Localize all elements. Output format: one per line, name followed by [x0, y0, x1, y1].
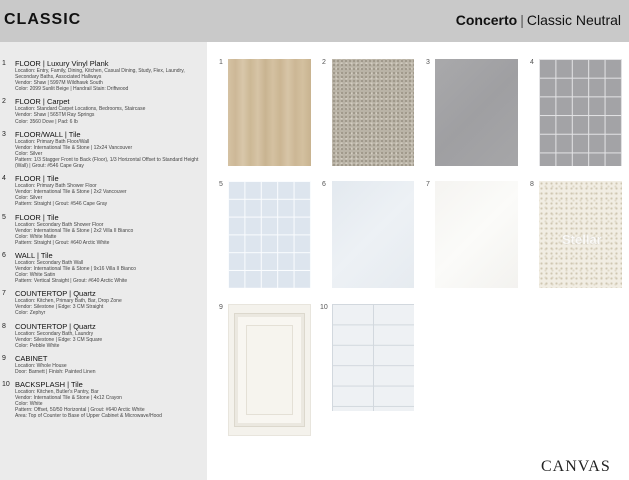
- spec-title: FLOOR | Carpet: [15, 97, 70, 107]
- spec-line: Area: Top of Counter to Base of Upper Cabinet & Microwave/Hood: [15, 413, 162, 420]
- spec-line: Location: Secondary Bath Wall: [15, 259, 84, 266]
- spec-line: Door: Barnett | Finish: Painted Linen: [15, 368, 96, 375]
- spec-line: Color: Zephyr: [15, 310, 46, 317]
- spec-line: Vendor: International Tile & Stone | 2x2 Vancouver: [15, 189, 127, 196]
- spec-line: Vendor: Shaw | 565TM Ray Springs: [15, 112, 95, 119]
- swatch-carpet-dove: [332, 59, 414, 166]
- swatch-number: 9: [219, 304, 223, 311]
- spec-line: Color: White Matte: [15, 233, 57, 240]
- spec-line: Color: Silver: [15, 195, 43, 202]
- spec-line: Vendor: International Tile & Stone | 2x2 Villa II Bianco: [15, 227, 134, 234]
- spec-line: Color: Silver: [15, 150, 43, 157]
- spec-item-8: [2, 322, 207, 349]
- spec-item-7: [2, 289, 207, 316]
- spec-item-1: [2, 59, 207, 92]
- spec-line: Pattern: 1/3 Stagger Front to Back (Floor), 1/3 Horizontal Offset to Standard Height (Wall) | Grout: #546 Cape Gray: [15, 156, 199, 170]
- swatch-number: 1: [219, 59, 223, 66]
- spec-line: Color: 2099 Sunlit Beige | Handrail Stain: Driftwood: [15, 86, 129, 93]
- spec-line: Location: Primary Bath Shower Floor: [15, 183, 97, 190]
- spec-number: 1: [2, 60, 6, 67]
- swatch-mosaic-vancouver-silver: [539, 59, 622, 166]
- swatch-quartz-zephyr: [435, 181, 518, 288]
- spec-item-2: [2, 97, 207, 124]
- cabinet-door-frame: [235, 314, 304, 426]
- spec-line: Vendor: International Tile & Stone | 12x24 Vancouver: [15, 144, 133, 151]
- spec-number: 10: [2, 381, 10, 388]
- spec-line: Vendor: Silestone | Edge: 3 CM Square: [15, 336, 103, 343]
- spec-line: Pattern: Straight | Grout: #546 Cape Gray: [15, 201, 108, 208]
- spec-item-5: [2, 213, 207, 246]
- spec-title: FLOOR/WALL | Tile: [15, 129, 81, 139]
- spec-number: 8: [2, 322, 6, 330]
- spec-line: Pattern: Straight | Grout: #640 Arctic White: [15, 239, 110, 246]
- spec-line: Vendor: Shaw | 5997M Wildhawk South: [15, 80, 103, 87]
- header-bar: [0, 0, 629, 42]
- spec-title: FLOOR | Tile: [15, 174, 59, 184]
- spec-title: FLOOR | Tile: [15, 212, 59, 222]
- cabinet-door-panel: [246, 325, 293, 415]
- spec-title: WALL | Tile: [15, 250, 53, 260]
- swatch-wall-villa-bianco: [332, 181, 414, 288]
- swatch-number: 5: [219, 181, 223, 188]
- swatch-number: 3: [426, 59, 430, 66]
- spec-number: 3: [2, 130, 6, 138]
- spec-line: Location: Standard Carpet Locations, Bedrooms, Staircase: [15, 106, 146, 113]
- collection-separator: |: [520, 12, 524, 28]
- spec-line: Location: Whole House: [15, 362, 67, 369]
- spec-title: COUNTERTOP | Quartz: [15, 321, 96, 331]
- brand-title: CLASSIC: [4, 11, 82, 28]
- spec-title: FLOOR | Luxury Vinyl Plank: [15, 59, 109, 68]
- collection-title: [456, 12, 621, 28]
- swatch-backsplash-crayon: [332, 304, 414, 411]
- swatch-number: 7: [426, 181, 430, 188]
- spec-line: Vendor: Silestone | Edge: 3 CM Straight: [15, 304, 104, 311]
- spec-line: Pattern: Vertical Straight | Grout: #640 Arctic White: [15, 278, 128, 285]
- spec-item-3: [2, 130, 207, 169]
- spec-line: Location: Kitchen, Butler's Pantry, Bar: [15, 389, 99, 395]
- spec-number: 2: [2, 98, 6, 106]
- spec-line: Color: Pebble White: [15, 342, 60, 349]
- spec-line: Location: Primary Bath Floor/Wall: [15, 138, 90, 145]
- spec-number: 4: [2, 175, 6, 183]
- spec-item-4: [2, 174, 207, 207]
- swatch-number: 6: [322, 181, 326, 188]
- spec-title: COUNTERTOP | Quartz: [15, 289, 96, 299]
- collection-style: Classic Neutral: [526, 12, 621, 28]
- spec-item-9: [2, 354, 207, 375]
- spec-title: CABINET: [15, 353, 48, 363]
- spec-line: Vendor: International Tile & Stone | 4x12 Crayon: [15, 395, 122, 402]
- spec-item-10: [2, 380, 207, 419]
- spec-list: [0, 42, 207, 480]
- collection-name: Concerto: [455, 12, 518, 28]
- swatch-number: 10: [320, 304, 328, 311]
- spec-line: Location: Entry, Family, Dining, Kitchen, Casual Dining, Study, Flex, Laundry, Secondary Baths, Associated Hallways: [15, 68, 185, 81]
- swatch-number: 4: [530, 59, 534, 66]
- swatch-mosaic-villa-bianco: [228, 181, 311, 288]
- spec-title: BACKSPLASH | Tile: [15, 380, 83, 389]
- swatch-number: 2: [322, 59, 326, 66]
- spec-item-6: [2, 251, 207, 284]
- canvas-logo: CANVAS: [541, 458, 611, 475]
- watermark-text: Stellar: [562, 232, 602, 247]
- spec-line: Pattern: Offset, 50/50 Horizontal | Grout: #640 Arctic White: [15, 407, 145, 414]
- spec-line: Location: Secondary Bath Shower Floor: [15, 221, 104, 228]
- spec-line: Location: Secondary Bath, Laundry: [15, 330, 94, 337]
- swatch-cabinet-door-barnett: [228, 304, 311, 436]
- spec-number: 5: [2, 213, 6, 221]
- swatch-tile-vancouver-silver: [435, 59, 518, 166]
- spec-line: Color: White: [15, 401, 43, 408]
- spec-number: 9: [2, 354, 6, 362]
- swatch-lvp-wildhawk: [228, 59, 311, 166]
- spec-line: Vendor: International Tile & Stone | 9x16 Villa II Bianco: [15, 265, 137, 272]
- spec-line: Location: Kitchen, Primary Bath, Bar, Drop Zone: [15, 298, 122, 305]
- spec-number: 6: [2, 251, 6, 259]
- spec-line: Color: White Satin: [15, 272, 56, 279]
- spec-line: Color: 3560 Dove | Pad: 6 lb: [15, 118, 78, 125]
- spec-number: 7: [2, 290, 6, 298]
- swatch-number: 8: [530, 181, 534, 188]
